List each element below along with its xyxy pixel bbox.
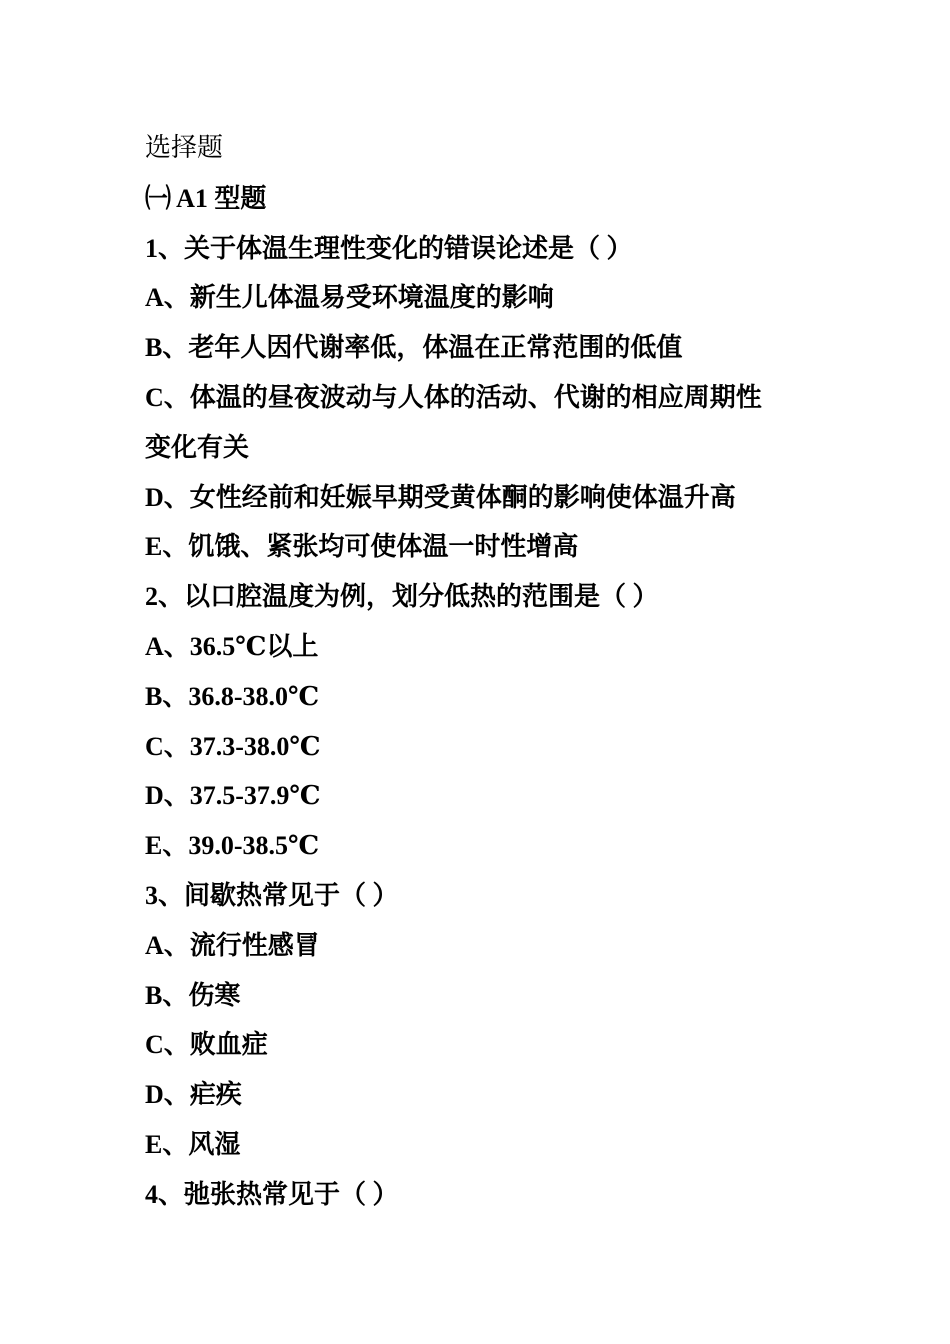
question-3-option-c: C、败血症	[145, 1030, 268, 1060]
question-1-option-e: E、饥饿、紧张均可使体温一时性增高	[145, 532, 579, 562]
question-2-stem: 2、以口腔温度为例，划分低热的范围是（ ）	[145, 582, 659, 612]
question-4-stem: 4、弛张热常见于（ ）	[145, 1179, 399, 1209]
question-2-option-d: D、37.5-37.9℃	[145, 781, 321, 811]
question-3-stem: 3、间歇热常见于（ ）	[145, 880, 399, 910]
question-1-option-d: D、女性经前和妊娠早期受黄体酮的影响使体温升高	[145, 482, 736, 512]
question-3-option-a: A、流行性感冒	[145, 930, 320, 960]
section-title: 选择题	[145, 133, 224, 163]
question-1-option-a: A、新生儿体温易受环境温度的影响	[145, 283, 554, 313]
question-3-option-b: B、伤寒	[145, 980, 241, 1010]
question-1-option-b: B、老年人因代谢率低，体温在正常范围的低值	[145, 333, 683, 363]
question-1-option-c-continued: 变化有关	[145, 432, 250, 462]
question-2-option-a: A、36.5℃以上	[145, 631, 319, 661]
question-3-option-e: E、风湿	[145, 1129, 241, 1159]
question-2-option-e: E、39.0-38.5℃	[145, 831, 320, 861]
question-1-option-c: C、体温的昼夜波动与人体的活动、代谢的相应周期性	[145, 382, 762, 412]
question-3-option-d: D、疟疾	[145, 1080, 242, 1110]
question-1-stem: 1、关于体温生理性变化的错误论述是（ ）	[145, 233, 633, 263]
question-2-option-b: B、36.8-38.0℃	[145, 681, 320, 711]
question-2-option-c: C、37.3-38.0℃	[145, 731, 321, 761]
subsection-title: ㈠ A1 型题	[145, 183, 267, 213]
document-content	[145, 124, 825, 1220]
